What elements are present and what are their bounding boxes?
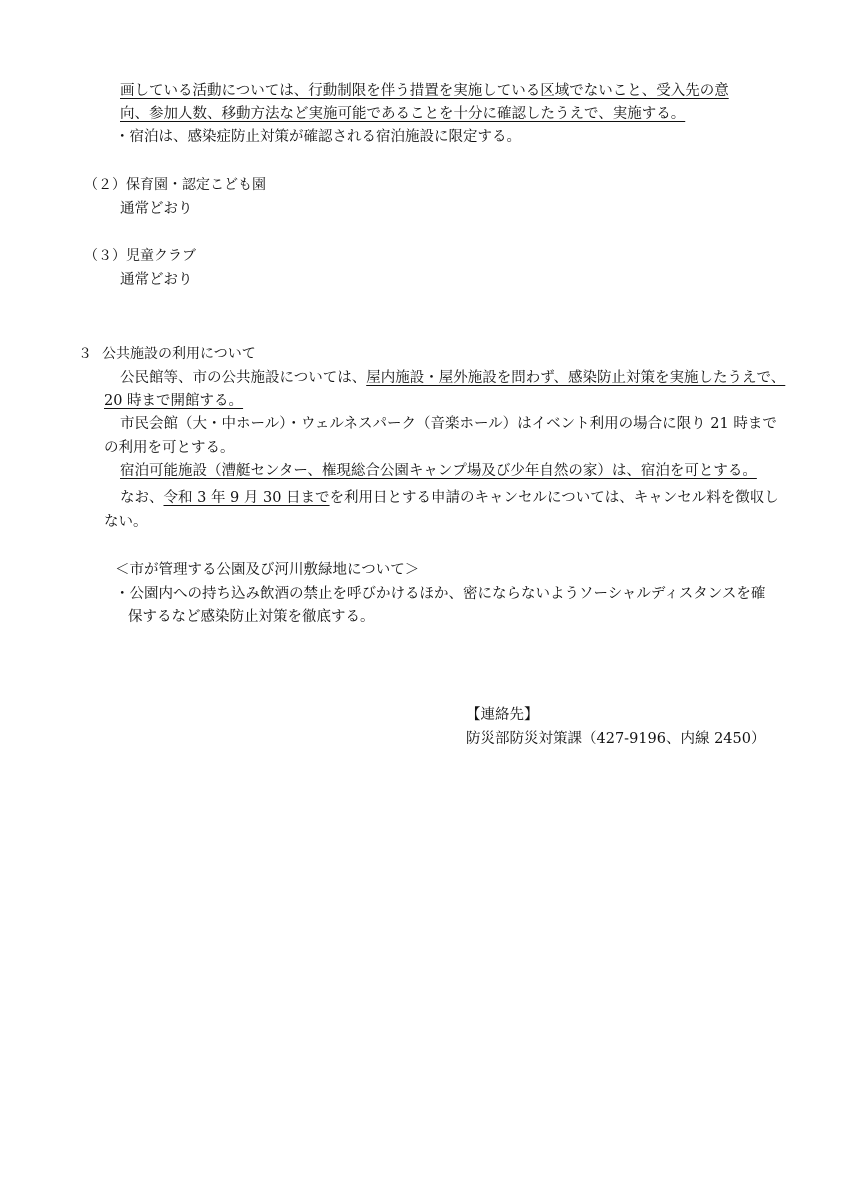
bullet-item: ・公園内への持ち込み飲酒の禁止を呼びかけるほか、密にならないようソーシャルディスタンスを確 — [115, 586, 766, 602]
paragraph-line: 向、参加人数、移動方法など実施可能であることを十分に確認したうえで、実施する。 — [120, 106, 686, 122]
bullet-item: ・宿泊は、感染症防止対策が確認される宿泊施設に限定する。 — [115, 129, 521, 145]
paragraph-line: 画している活動については、行動制限を伴う措置を実施している区域でないこと、受入先の意 — [120, 83, 729, 99]
paragraph-line: 公民館等、市の公共施設については、屋内施設・屋外施設を問わず、感染防止対策を実施したうえで、 — [120, 370, 786, 386]
section-heading: （３）児童クラブ — [84, 248, 196, 264]
section-heading: 公共施設の利用について — [102, 346, 256, 362]
section-heading: （２）保育園・認定こども園 — [84, 177, 266, 193]
bullet-item: 保するなど感染防止対策を徹底する。 — [128, 609, 375, 625]
subsection-heading: ＜市が管理する公園及び河川敷緑地について＞ — [115, 562, 420, 578]
paragraph-line: なお、令和 3 年 9 月 30 日までを利用日とする申請のキャンセルについては、キャンセル料を徴収し — [120, 490, 779, 506]
paragraph-line: ない。 — [104, 514, 148, 530]
contact-detail: 防災部防災対策課（427-9196、内線 2450） — [466, 731, 766, 747]
paragraph-line: 20 時まで開館する。 — [104, 393, 244, 409]
section-number: ３ — [78, 346, 92, 362]
paragraph-line: の利用を可とする。 — [104, 440, 235, 456]
section-body: 通常どおり — [120, 272, 193, 288]
paragraph-line: 市民会館（大・中ホール）・ウェルネスパーク（音楽ホール）はイベント利用の場合に限り 21 時まで — [120, 416, 777, 432]
paragraph-line: 宿泊可能施設（漕艇センター、権現総合公園キャンプ場及び少年自然の家）は、宿泊を可とする。 — [120, 463, 757, 479]
section-body: 通常どおり — [120, 201, 193, 217]
contact-label: 【連絡先】 — [466, 707, 539, 723]
